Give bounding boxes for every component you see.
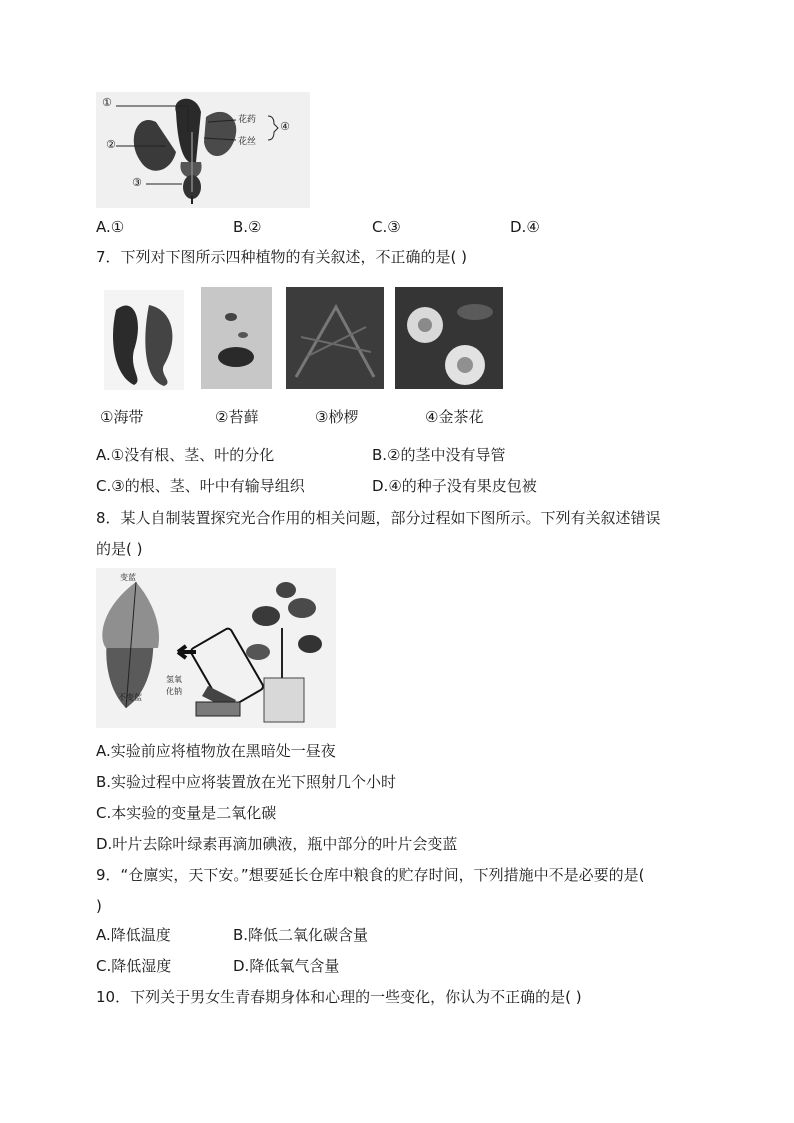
photosynthesis-apparatus-figure [96,568,336,728]
q8-stem-line2: 的是( ) [96,540,143,558]
q8-option-b: B.实验过程中应将装置放在光下照射几个小时 [96,773,397,791]
caption-moss: ②苔藓 [215,408,259,426]
caption-kelp: ①海带 [100,408,144,426]
label-turns-blue: 变蓝 [120,573,136,582]
label-naoh-1: 氢氧 [166,675,182,684]
moss-icon [201,287,272,389]
caption-tree-fern: ③桫椤 [315,408,359,426]
q6-option-d: D.④ [510,218,540,236]
q9-option-c: C.降低湿度 [96,957,172,975]
kelp-icon [104,290,184,390]
camellia-photo [395,287,503,389]
flower-figure [96,92,310,208]
q6-option-b: B.② [233,218,262,236]
camellia-icon [395,287,503,389]
fern-icon [286,287,384,389]
q6-option-c: C.③ [372,218,401,236]
q9-option-a: A.降低温度 [96,926,171,944]
label-not-blue: 不变蓝 [118,693,142,702]
label-filament: 花丝 [238,137,257,147]
label-naoh-2: 化钠 [166,687,182,696]
q9-option-b: B.降低二氧化碳含量 [233,926,369,944]
q8-option-a: A.实验前应将植物放在黑暗处一昼夜 [96,742,336,760]
q8-option-c: C.本实验的变量是二氧化碳 [96,804,277,822]
q8-stem-line1: 8．某人自制装置探究光合作用的相关问题，部分过程如下图所示。下列有关叙述错误 [96,509,661,527]
q7-option-a: A.①没有根、茎、叶的分化 [96,446,275,464]
apparatus-illustration [96,568,336,728]
q9-stem-line1: 9．“仓廪实，天下安。”想要延长仓库中粮食的贮存时间，下列措施中不是必要的是( [96,866,645,884]
caption-camellia: ④金茶花 [425,408,484,426]
label-3: ③ [132,176,142,189]
q7-option-d: D.④的种子没有果皮包被 [372,477,537,495]
q7-option-c: C.③的根、茎、叶中有输导组织 [96,477,305,495]
label-1: ① [102,96,112,109]
label-2: ② [106,138,116,151]
kelp-photo [104,290,184,390]
tree-fern-photo [286,287,384,389]
moss-photo [201,287,272,389]
label-anther: 花药 [238,115,257,125]
q7-option-b: B.②的茎中没有导管 [372,446,506,464]
q8-option-d: D.叶片去除叶绿素再滴加碘液，瓶中部分的叶片会变蓝 [96,835,458,853]
q7-stem: 7．下列对下图所示四种植物的有关叙述，不正确的是( ) [96,248,468,266]
q6-option-a: A.① [96,218,125,236]
q10-stem: 10．下列关于男女生青春期身体和心理的一些变化，你认为不正确的是( ) [96,988,582,1006]
label-4: ④ [280,120,290,133]
q9-option-d: D.降低氧气含量 [233,957,340,975]
flower-illustration [96,92,310,208]
q9-stem-line2: ) [96,897,102,915]
